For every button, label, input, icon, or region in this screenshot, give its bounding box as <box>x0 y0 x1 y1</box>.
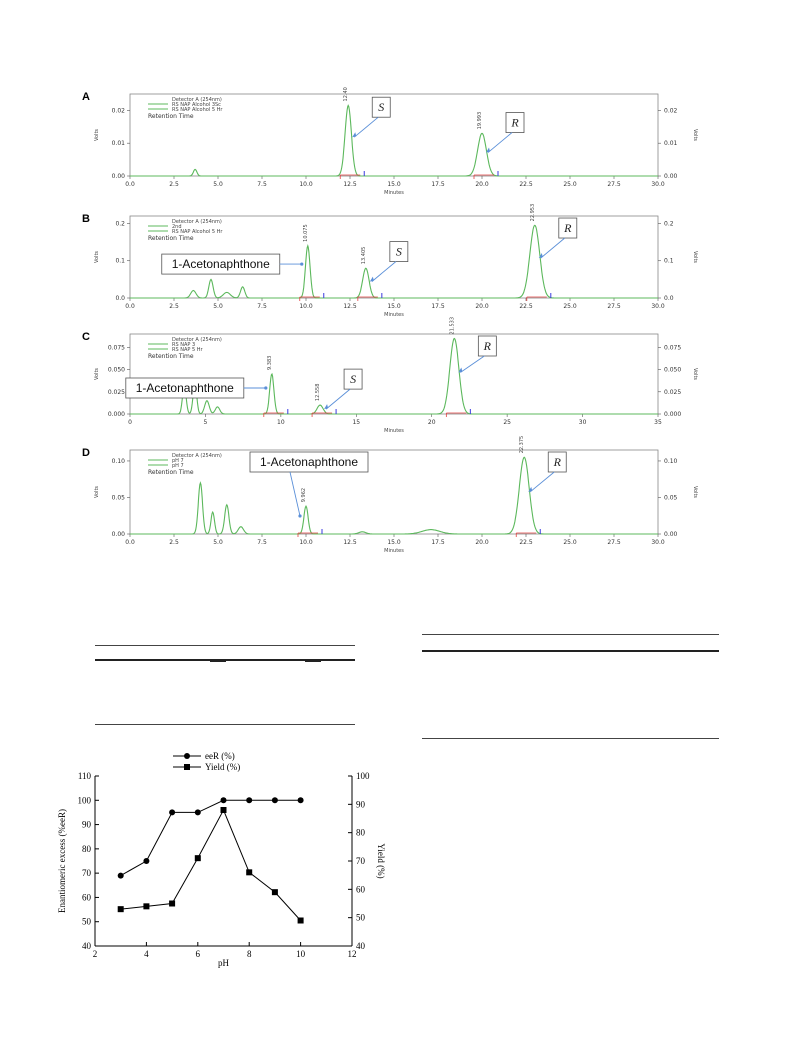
chromatogram-trace <box>130 106 658 177</box>
y2-tick-label: 0.0 <box>664 295 674 302</box>
x-tick-label: 0 <box>128 419 132 426</box>
ee-point <box>195 809 201 815</box>
y2-tick-label: 0.10 <box>664 457 678 465</box>
legend-entry: pH 7 <box>172 458 184 464</box>
enantiomer-label: R <box>553 455 561 469</box>
peak-retention-label: 13.405 <box>360 246 367 265</box>
x-tick-label: 30.0 <box>651 303 665 310</box>
y-tick-label: 0.0 <box>115 295 125 302</box>
y2-tick-label: 0.000 <box>664 411 682 418</box>
y-tick-label: 0.050 <box>107 366 125 374</box>
y-tick-label: 0.1 <box>115 257 125 265</box>
peak-retention-label: 10.075 <box>302 224 309 242</box>
x-tick-label: 4 <box>144 949 149 959</box>
enantiomer-label: S <box>350 372 357 387</box>
ph-effect-chart-svg <box>55 750 395 980</box>
y2-tick-label: 0.01 <box>664 140 678 148</box>
retention-time-label: Retention Time <box>148 469 194 476</box>
x-tick-label: 7.5 <box>257 181 267 188</box>
y-tick-label: 0.05 <box>111 494 125 502</box>
ph-effect-chart <box>55 750 395 980</box>
chromatogram-b-svg <box>80 203 700 320</box>
legend-label: Yield (%) <box>205 762 241 772</box>
panel-letter: C <box>82 331 90 343</box>
y-axis-label: Volts <box>94 485 100 499</box>
y-tick-label: 80 <box>82 843 91 854</box>
y2-tick-label: 0.075 <box>664 344 682 352</box>
x-tick-label: 27.5 <box>607 539 621 546</box>
plot-frame <box>130 334 658 414</box>
x-tick-label: 12 <box>347 949 357 959</box>
enantiomer-label: R <box>564 221 572 236</box>
chromatogram-panel-d <box>80 435 700 556</box>
x-tick-label: 10.0 <box>299 181 313 188</box>
y-tick-label: 0.00 <box>111 531 125 538</box>
y-tick-label: 100 <box>77 795 91 806</box>
x-axis-title: pH <box>218 958 229 968</box>
x-tick-label: 10 <box>296 949 306 959</box>
y2-axis-label: Volts <box>692 485 698 499</box>
y-tick-label: 0.01 <box>111 140 125 148</box>
legend-entry: RS NAP 3 <box>172 342 196 348</box>
legend-entry: Detector A (254nm) <box>172 97 222 103</box>
y2-axis-label: Volts <box>692 367 698 381</box>
x-axis-label: Minutes <box>384 312 404 318</box>
peak-retention-label: 12.40 <box>343 87 350 102</box>
label-arrow <box>460 356 484 372</box>
x-tick-label: 17.5 <box>431 303 445 310</box>
table-right-mark-2 <box>668 650 684 652</box>
acetonaphthone-arrowhead <box>300 262 303 265</box>
x-tick-label: 12.5 <box>343 303 357 310</box>
x-tick-label: 20.0 <box>475 303 489 310</box>
y2-tick-label: 100 <box>356 771 370 781</box>
y2-tick-label: 0.00 <box>664 531 678 538</box>
x-axis-label: Minutes <box>384 428 404 434</box>
x-tick-label: 25 <box>503 419 511 426</box>
x-tick-label: 25.0 <box>563 539 577 546</box>
x-tick-label: 17.5 <box>431 181 445 188</box>
x-tick-label: 2.5 <box>169 181 179 188</box>
y-axis-label: Volts <box>94 128 100 142</box>
retention-time-label: Retention Time <box>148 235 194 242</box>
peak-retention-label: 9.962 <box>301 487 307 503</box>
y2-tick-label: 0.025 <box>664 388 682 396</box>
legend-entry: Detector A (254nm) <box>172 337 222 343</box>
label-arrow <box>354 117 378 137</box>
x-tick-label: 22.5 <box>519 181 533 188</box>
legend-entry: RS NAP Alcohol 5 Hr <box>172 229 223 235</box>
legend-entry: RS NAP Alcohol 5 Hr <box>172 107 223 113</box>
y-tick-label: 0.025 <box>107 388 125 396</box>
retention-time-label: Retention Time <box>148 353 194 360</box>
table-left-top-rule <box>95 645 355 646</box>
x-tick-label: 15 <box>352 419 361 426</box>
y-tick-label: 0.02 <box>111 107 125 115</box>
y-tick-label: 0.2 <box>115 220 125 228</box>
chromatogram-panel-b <box>80 203 700 320</box>
x-tick-label: 22.5 <box>519 303 533 310</box>
x-tick-label: 2.5 <box>169 303 179 310</box>
x-tick-label: 20.0 <box>475 539 489 546</box>
enantiomer-label: S <box>395 244 402 259</box>
panel-letter: A <box>82 91 90 103</box>
x-tick-label: 15.0 <box>387 181 401 188</box>
x-tick-label: 27.5 <box>607 303 621 310</box>
y2-tick-label: 0.2 <box>664 220 674 228</box>
x-axis-label: Minutes <box>384 548 404 554</box>
x-tick-label: 27.5 <box>607 181 621 188</box>
y-tick-label: 0.10 <box>111 457 125 465</box>
y2-tick-label: 0.050 <box>664 366 682 374</box>
acetonaphthone-label: 1-Acetonaphthone <box>171 257 270 272</box>
x-tick-label: 15.0 <box>387 539 401 546</box>
yield-point <box>118 906 124 912</box>
y2-tick-label: 0.02 <box>664 107 678 115</box>
y2-axis-label: Volts <box>692 250 698 264</box>
y2-tick-label: 0.00 <box>664 173 678 180</box>
panel-letter: B <box>82 213 90 225</box>
ee-point <box>221 797 227 803</box>
acetonaphthone-label: 1-Acetonaphthone <box>259 455 359 469</box>
chromatogram-d-svg <box>80 435 700 556</box>
x-tick-label: 2 <box>92 949 98 959</box>
y-tick-label: 0.000 <box>107 411 125 418</box>
y-axis-title: Enantiomeric excess (%eeR) <box>57 809 67 913</box>
y-tick-label: 60 <box>82 892 91 903</box>
table-right-mark-1 <box>575 650 591 652</box>
y2-axis-title: Yield (%) <box>376 843 386 879</box>
chromatogram-panel-c <box>80 316 700 436</box>
x-tick-label: 30.0 <box>651 181 665 188</box>
acetonaphthone-arrowhead <box>264 386 267 389</box>
x-tick-label: 20.0 <box>475 181 489 188</box>
peak-retention-label: 21.533 <box>449 316 456 335</box>
x-tick-label: 12.5 <box>343 181 357 188</box>
peak-retention-label: 22.953 <box>529 203 536 222</box>
table-left-mark-1 <box>210 660 226 662</box>
x-tick-label: 7.5 <box>257 303 267 310</box>
yield-point <box>246 869 252 875</box>
panel-letter: D <box>82 447 90 459</box>
x-tick-label: 20 <box>427 419 436 426</box>
x-tick-label: 15.0 <box>387 303 401 310</box>
ee-point <box>272 797 278 803</box>
yield-point <box>272 889 278 895</box>
yield-point <box>195 855 201 861</box>
legend-marker <box>184 753 190 759</box>
enantiomer-label: S <box>378 100 385 115</box>
acetonaphthone-arrow <box>290 472 300 516</box>
yield-point <box>169 901 175 907</box>
y2-tick-label: 0.1 <box>664 257 674 265</box>
peak-retention-label: 22.375 <box>519 435 526 454</box>
x-tick-label: 25.0 <box>563 303 577 310</box>
y2-tick-label: 60 <box>356 884 365 895</box>
table-left-bottom-rule <box>95 724 355 725</box>
y-tick-label: 90 <box>82 819 91 830</box>
chromatogram-trace <box>130 339 658 415</box>
legend-marker <box>184 764 190 770</box>
plot-frame <box>130 450 658 534</box>
ee-point <box>143 858 149 864</box>
y2-tick-label: 90 <box>356 799 365 810</box>
x-tick-label: 0.0 <box>125 181 135 188</box>
label-arrow <box>530 472 554 492</box>
y2-tick-label: 0.05 <box>664 494 678 502</box>
y2-tick-label: 40 <box>356 941 365 951</box>
x-tick-label: 5.0 <box>213 303 223 310</box>
ee-point <box>118 873 124 879</box>
chromatogram-trace <box>130 457 658 534</box>
x-tick-label: 30.0 <box>651 539 665 546</box>
table-right-top-rule <box>422 634 719 635</box>
y2-axis-label: Volts <box>692 128 698 142</box>
y2-tick-label: 80 <box>356 827 365 838</box>
chromatogram-panel-a <box>80 88 700 198</box>
label-arrow <box>541 238 565 258</box>
label-arrow <box>326 389 350 409</box>
x-tick-label: 35 <box>654 419 662 426</box>
legend-entry: RS NAP Alcohol 3Sc <box>172 102 221 108</box>
legend-entry: 2nd <box>172 224 182 230</box>
y-axis-label: Volts <box>94 250 100 264</box>
label-arrow <box>488 133 512 153</box>
chromatogram-c-svg <box>80 316 700 436</box>
yield-point <box>298 918 304 924</box>
peak-retention-label: 12.558 <box>315 383 322 402</box>
ee-point <box>169 809 175 815</box>
legend-label: eeR (%) <box>205 751 235 761</box>
series-line <box>121 800 301 875</box>
x-tick-label: 12.5 <box>343 539 357 546</box>
x-tick-label: 5.0 <box>213 181 223 188</box>
retention-time-label: Retention Time <box>148 113 194 120</box>
y-tick-label: 40 <box>82 941 91 951</box>
legend-entry: pH 7 <box>172 463 184 469</box>
ee-point <box>298 797 304 803</box>
x-tick-label: 0.0 <box>125 539 135 546</box>
legend-entry: Detector A (254nm) <box>172 453 222 459</box>
y-tick-label: 0.075 <box>107 344 125 352</box>
x-tick-label: 25.0 <box>563 181 577 188</box>
peak-retention-label: 9.383 <box>266 355 273 370</box>
label-arrow <box>372 262 396 282</box>
x-tick-label: 10.0 <box>299 303 313 310</box>
ee-point <box>246 797 252 803</box>
y-axis-label: Volts <box>94 367 100 381</box>
x-tick-label: 10 <box>277 419 285 426</box>
y2-tick-label: 70 <box>356 856 365 866</box>
acetonaphthone-arrowhead <box>298 514 301 517</box>
y-tick-label: 110 <box>77 771 91 781</box>
yield-point <box>221 807 227 813</box>
acetonaphthone-label: 1-Acetonaphthone <box>135 381 234 395</box>
y-tick-label: 50 <box>82 916 91 927</box>
x-tick-label: 2.5 <box>169 539 179 546</box>
y2-tick-label: 50 <box>356 912 365 923</box>
table-right-bottom-rule <box>422 738 719 739</box>
table-left-mark-2 <box>305 660 321 662</box>
x-tick-label: 8 <box>246 949 252 959</box>
enantiomer-label: R <box>511 115 519 130</box>
x-tick-label: 7.5 <box>257 539 267 546</box>
x-tick-label: 30 <box>578 419 587 426</box>
enantiomer-label: R <box>483 339 492 353</box>
x-tick-label: 5.0 <box>213 539 223 546</box>
yield-point <box>143 903 149 909</box>
x-axis-label: Minutes <box>384 190 404 196</box>
legend-entry: RS NAP 5 Hr <box>172 347 203 353</box>
chromatogram-a-svg <box>80 88 700 198</box>
y-tick-label: 0.00 <box>111 173 125 180</box>
peak-retention-label: 19.993 <box>477 111 483 130</box>
legend-entry: Detector A (254nm) <box>172 219 222 225</box>
x-tick-label: 5 <box>203 419 208 426</box>
x-tick-label: 17.5 <box>431 539 445 546</box>
x-tick-label: 22.5 <box>519 539 533 546</box>
y-tick-label: 70 <box>82 868 91 879</box>
x-tick-label: 0.0 <box>125 303 135 310</box>
x-tick-label: 6 <box>195 949 201 959</box>
x-tick-label: 10.0 <box>299 539 313 546</box>
